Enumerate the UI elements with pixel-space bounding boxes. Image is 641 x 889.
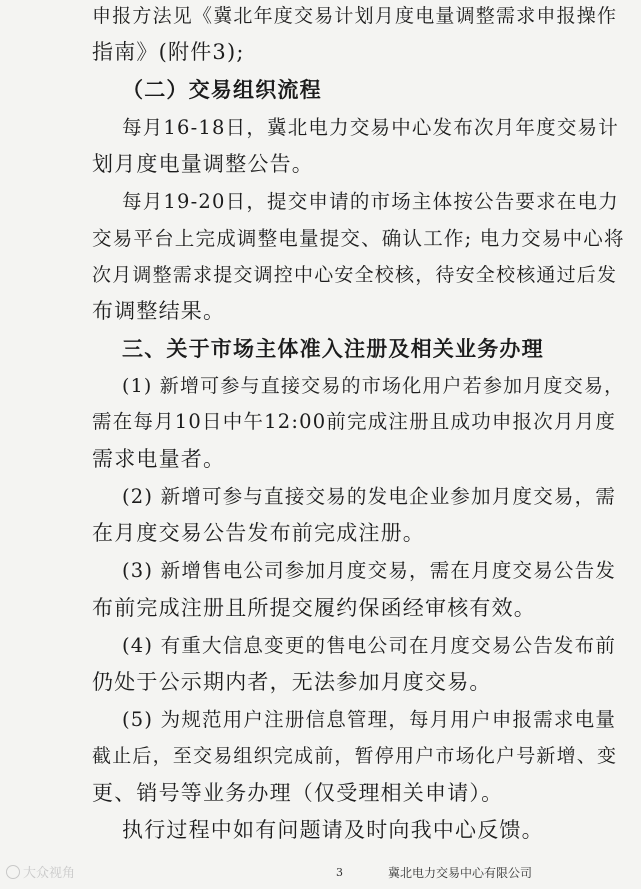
text-line-19: 仍处于公示期内者，无法参加月度交易。 [92, 670, 492, 694]
text-line-18: (4) 有重大信息变更的售电公司在月度交易公告发布前 [122, 634, 617, 657]
text-line-22: 更、销号等业务办理（仅受理相关申请）。 [92, 781, 504, 805]
text-line-21: 截止后，至交易组织完成前，暂停用户市场化户号新增、变 [92, 745, 618, 767]
text-line-14: (2) 新增可参与直接交易的发电企业参加月度交易，需 [122, 485, 617, 508]
text-line-9: 布调整结果。 [92, 299, 226, 323]
watermark-logo-icon [6, 865, 20, 879]
section-heading-3: 三、关于市场主体准入注册及相关业务办理 [122, 336, 544, 361]
text-line-17: 布前完成注册且所提交履约保函经审核有效。 [92, 596, 536, 620]
text-line-6: 每月19-20日，提交申请的市场主体按公告要求在电力 [122, 190, 619, 213]
text-line-2: 指南》(附件3); [92, 40, 245, 64]
page-number: 3 [336, 866, 343, 879]
text-line-11: (1) 新增可参与直接交易的市场化用户若参加月度交易， [122, 375, 625, 397]
section-heading-2: （二）交易组织流程 [122, 77, 322, 102]
text-line-13: 需求电量者。 [92, 447, 226, 471]
text-line-7: 交易平台上完成调整电量提交、确认工作; 电力交易中心将 [92, 227, 625, 250]
text-line-16: (3) 新增售电公司参加月度交易，需在月度交易公告发 [122, 559, 617, 582]
text-line-20: (5) 为规范用户注册信息管理，每月用户申报需求电量 [122, 708, 617, 731]
watermark [6, 862, 75, 881]
watermark-text: 大众视角 [23, 866, 76, 881]
text-line-23: 执行过程中如有问题请及时向我中心反馈。 [122, 818, 544, 842]
text-line-8: 次月调整需求提交调控中心安全校核，待安全校核通过后发 [92, 264, 618, 286]
text-line-15: 在月度交易公告发布前完成注册。 [92, 521, 425, 545]
text-line-5: 划月度电量调整公告。 [92, 152, 314, 176]
text-line-4: 每月16-18日，冀北电力交易中心发布次月年度交易计 [122, 116, 619, 139]
text-line-1: 申报方法见《冀北年度交易计划月度电量调整需求申报操作 [92, 5, 618, 27]
text-line-12: 需在每月10日中午12:00前完成注册且成功申报次月月度 [92, 410, 617, 433]
footer-organization: 冀北电力交易中心有限公司 [388, 866, 533, 880]
